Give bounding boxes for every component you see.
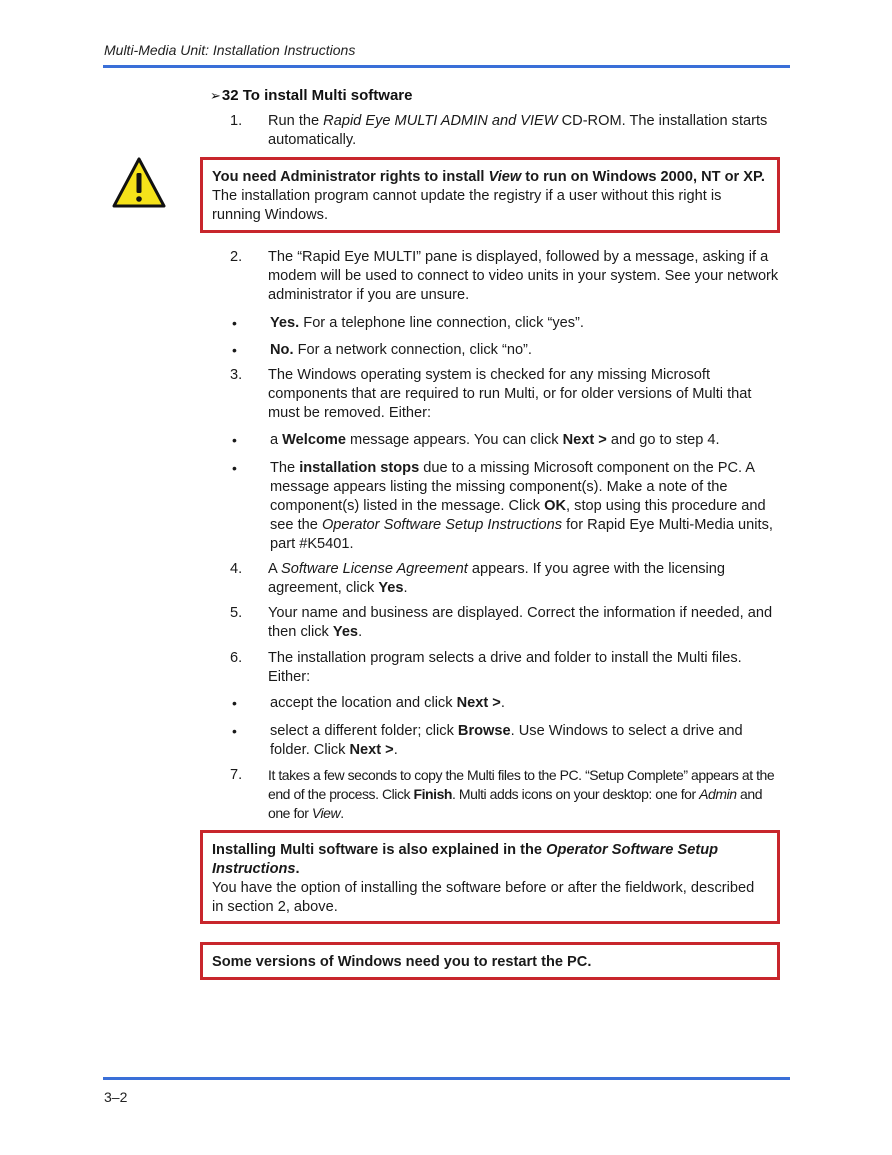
- setup-instructions-notice: [200, 830, 780, 924]
- bullet-icon: •: [232, 315, 237, 331]
- option-yes-label: Yes.: [270, 315, 300, 331]
- step-4-text: [268, 560, 738, 598]
- stops-c: due to a missing Microsoft component on the PC. A message appears listing the missing component(s). Make a note of the component(s) listed in the message. Click: [270, 460, 755, 514]
- bullet-icon: •: [232, 432, 237, 448]
- bullet-icon: •: [232, 342, 237, 358]
- step-7-finish: Finish: [413, 786, 453, 802]
- header-rule: [103, 65, 790, 68]
- restart-notice-text: Some versions of Windows need you to restart the PC.: [212, 954, 592, 970]
- step-4-number: 4.: [230, 561, 243, 577]
- step-7-b: . Multi adds icons on your desktop: one for: [452, 786, 700, 802]
- footer-rule: [103, 1077, 790, 1080]
- step-3-number: 3.: [230, 367, 243, 383]
- stops-label: installation stops: [299, 460, 420, 476]
- step-3-option-stops: [270, 459, 782, 554]
- arrow-icon: ➢: [210, 88, 221, 103]
- warning-triangle-icon: [112, 156, 166, 210]
- running-header: Multi-Media Unit: Installation Instructions: [104, 42, 356, 58]
- welcome-c: message appears. You can click: [345, 432, 563, 448]
- browse-c: . Use Windows to select a drive and folder. Click: [270, 723, 743, 758]
- step-1-number: 1.: [230, 113, 243, 129]
- page-number: 3–2: [104, 1089, 128, 1105]
- setup-notice-text: You have the option of installing the software before or after the fieldwork, described in section 2, above.: [212, 880, 755, 915]
- stops-a: The: [270, 460, 300, 476]
- accept-a: accept the location and click: [270, 695, 457, 711]
- step-4-yes: Yes: [378, 580, 404, 596]
- stops-doc-title: Operator Software Setup Instructions: [321, 517, 563, 533]
- step-1-pre: Run the: [268, 113, 324, 129]
- step-7-text: [268, 766, 784, 823]
- step-5-text: [268, 604, 790, 642]
- welcome-next: Next >: [562, 432, 607, 448]
- step-1-cd-name: Rapid Eye MULTI ADMIN and VIEW: [323, 113, 558, 129]
- browse-label: Browse: [457, 723, 511, 739]
- admin-rights-heading-view: View: [488, 169, 522, 185]
- browse-next: Next >: [349, 742, 394, 758]
- step-7-d: .: [340, 805, 344, 821]
- step-6-number: 6.: [230, 650, 243, 666]
- setup-heading-a: Installing Multi software is also explained in the: [212, 842, 547, 858]
- admin-rights-heading: [212, 168, 768, 187]
- step-7-admin: Admin: [699, 786, 737, 802]
- stops-ok: OK: [544, 498, 567, 514]
- option-no-label: No.: [270, 342, 294, 358]
- bullet-icon: •: [232, 723, 237, 739]
- section-title: [210, 87, 413, 104]
- step-5-c: .: [358, 624, 363, 640]
- admin-rights-heading-b: to run on Windows 2000, NT or XP.: [521, 169, 765, 185]
- bullet-icon: •: [232, 460, 237, 476]
- accept-next: Next >: [456, 695, 501, 711]
- step-2-option-no: [270, 341, 790, 360]
- step-2-number: 2.: [230, 249, 243, 265]
- step-7-a: It takes a few seconds to copy the Multi files to the PC. “Setup Complete” appears at the end of the process. Click: [268, 767, 775, 802]
- welcome-a: a: [270, 432, 283, 448]
- setup-heading-b: .: [295, 861, 300, 877]
- stops-d: , stop using this procedure and see the: [270, 498, 766, 533]
- admin-rights-heading-a: You need Administrator rights to install: [212, 169, 489, 185]
- step-2-text: The “Rapid Eye MULTI” pane is displayed, followed by a message, asking if a modem will be used to connect to video units in your system. See your network administrator if you are unsure.: [268, 249, 779, 303]
- step-5-a: Your name and business are displayed. Correct the information if needed, and then click: [268, 605, 773, 640]
- step-4-b: appears. If you agree with the licensing agreement, click: [268, 561, 726, 596]
- stops-e: for Rapid Eye Multi-Media units, part #K5401.: [270, 517, 773, 552]
- step-1-text: [268, 112, 788, 150]
- setup-heading-doc: Operator Software Setup Instructions: [212, 842, 719, 877]
- step-7-c: and one for: [268, 786, 763, 821]
- welcome-label: Welcome: [282, 432, 346, 448]
- step-3-option-welcome: [270, 431, 790, 450]
- step-5-number: 5.: [230, 605, 243, 621]
- admin-rights-notice: [200, 157, 780, 233]
- step-4-a: A: [268, 561, 281, 577]
- step-6-text: The installation program selects a drive and folder to install the Multi files. Either:: [268, 650, 742, 685]
- step-3-text: The Windows operating system is checked for any missing Microsoft components that are required to run Multi, or for older versions of Multi that must be removed. Either:: [268, 367, 752, 421]
- step-6-option-browse: [270, 722, 760, 760]
- section-title-text: 32 To install Multi software: [221, 87, 413, 104]
- restart-notice: [200, 942, 780, 980]
- step-7-number: 7.: [230, 767, 243, 783]
- step-4-license: Software License Agreement: [280, 561, 468, 577]
- step-5-yes: Yes: [332, 624, 359, 640]
- step-6-option-accept: [270, 694, 790, 713]
- setup-notice-heading: [212, 841, 768, 879]
- browse-a: select a different folder; click: [270, 723, 458, 739]
- step-7-view: View: [311, 805, 341, 821]
- bullet-icon: •: [232, 695, 237, 711]
- accept-c: .: [500, 695, 505, 711]
- option-no-text: For a network connection, click “no”.: [293, 342, 532, 358]
- step-4-c: .: [403, 580, 408, 596]
- admin-rights-text: The installation program cannot update the registry if a user without this right is running Windows.: [212, 188, 722, 223]
- option-yes-text: For a telephone line connection, click “yes”.: [299, 315, 584, 331]
- step-1-post: CD-ROM. The installation starts automatically.: [268, 113, 768, 148]
- welcome-d: and go to step 4.: [606, 432, 720, 448]
- browse-d: .: [393, 742, 398, 758]
- step-2-option-yes: [270, 314, 790, 333]
